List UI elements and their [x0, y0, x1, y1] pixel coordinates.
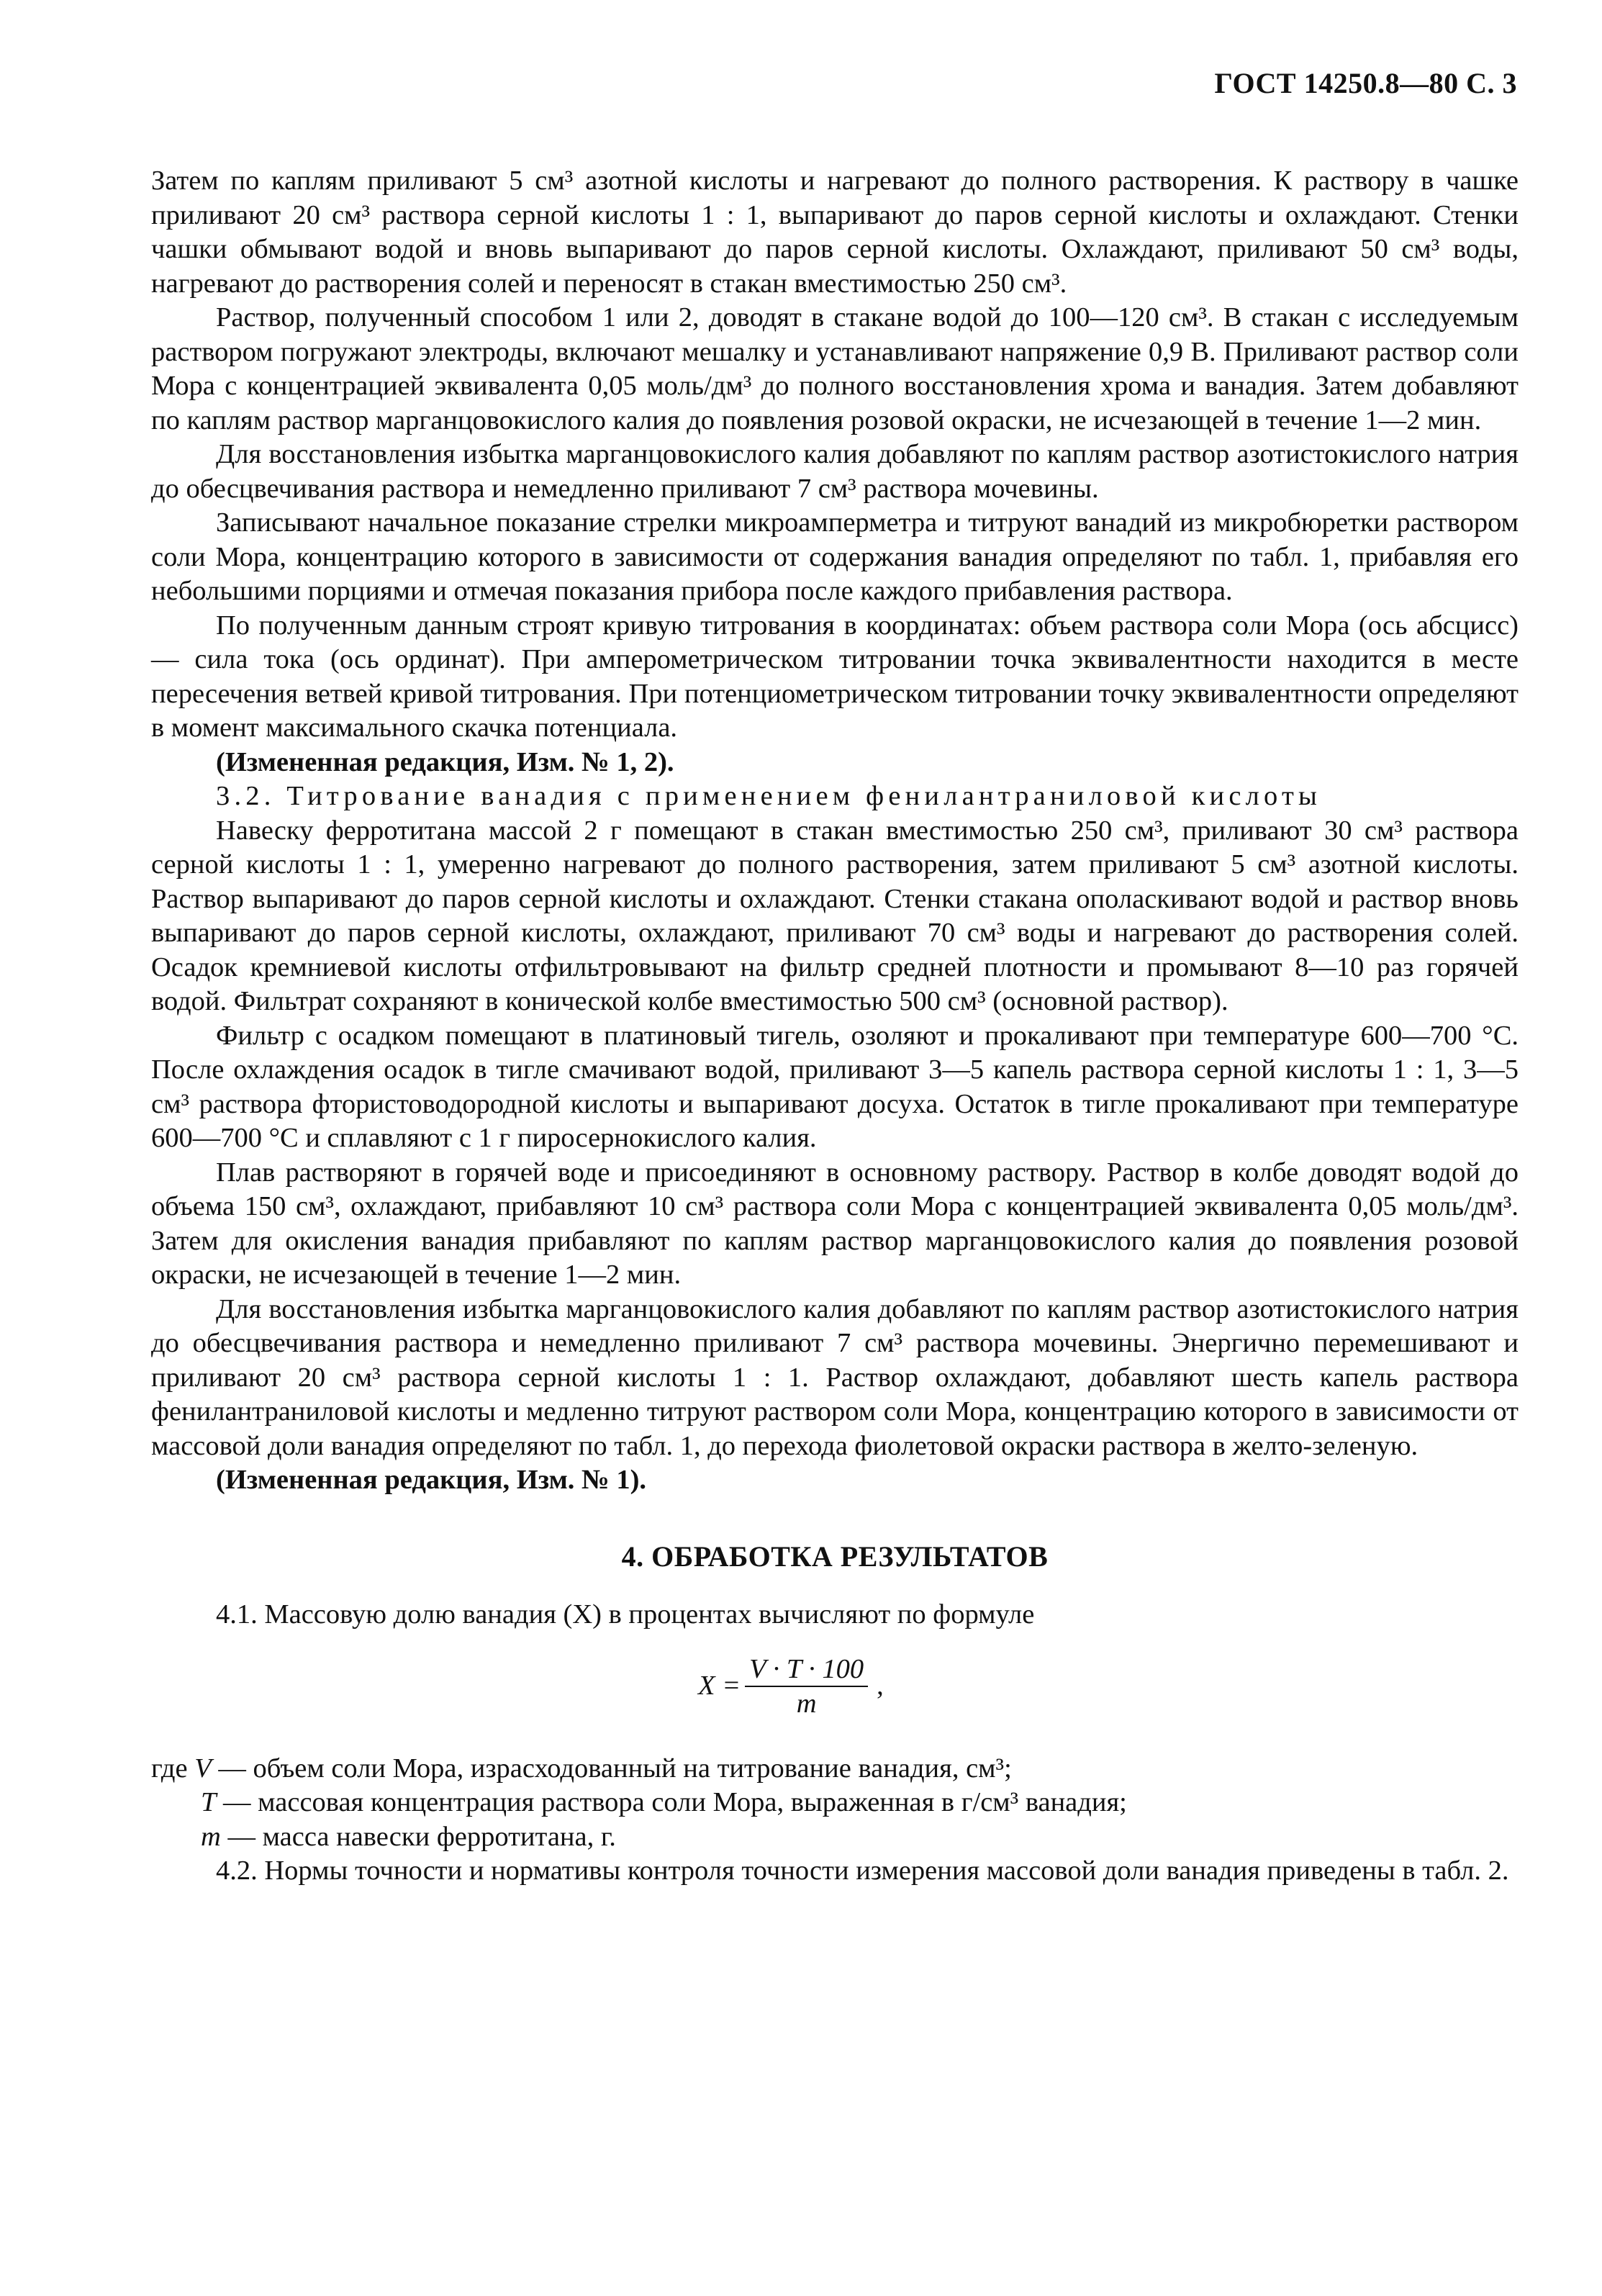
definition-term: m [201, 1821, 221, 1852]
subsection-heading: 3.2. Титрование ванадия с применением фенилантраниловой кислоты [216, 781, 1322, 811]
definition-item [151, 1752, 1519, 1786]
paragraph: Раствор, полученный способом 1 или 2, доводят в стакане водой до 100—120 см³. В стакан с исследуемым раствором погружают электроды, включают мешалку и устанавливают напряжение 0,9 В. Приливают раствор соли Мора с концентрацией эквивалента 0,05 моль/дм³ до полного восстановления хрома и ванадия. Затем добавляют по каплям раствор марганцовокислого калия до появления розовой окраски, не исчезающей в течение 1—2 мин. [151, 302, 1519, 435]
paragraph: Навеску ферротитана массой 2 г помещают в стакан вместимостью 250 см³, приливают 30 см³ раствора серной кислоты 1 : 1, умеренно нагревают до полного растворения, затем приливают 5 см³ азотной кислоты. Раствор выпаривают до паров серной кислоты и охлаждают. Стенки стакана ополаскивают водой и раствор вновь выпаривают до паров серной кислоты, охлаждают, приливают 70 см³ воды и нагревают до растворения солей. Осадок кремниевой кислоты отфильтровывают на фильтр средней плотности и промывают 8—10 раз горячей водой. Фильтрат сохраняют в конической колбе вместимостью 500 см³ (основной раствор). [151, 815, 1519, 1016]
formula-numerator: V · T · 100 [745, 1653, 868, 1687]
paragraph: Для восстановления избытка марганцовокислого калия добавляют по каплям раствор азотистокислого натрия до обесцвечивания раствора и немедленно приливают 7 см³ раствора мочевины. Энергично перемешивают и приливают 20 см³ раствора серной кислоты 1 : 1. Раствор охлаждают, добавляют шесть капель раствора фенилантраниловой кислоты и медленно титруют раствором соли Мора, концентрацию которого в зависимости от массовой доли ванадия определяют по табл. 1, до перехода фиолетовой окраски раствора в желто-зеленую. [151, 1293, 1519, 1461]
edition-note: (Измененная редакция, Изм. № 1). [216, 1465, 647, 1495]
body-text [151, 164, 1519, 1889]
definition-text: — массовая концентрация раствора соли Мора, выраженная в г/см³ ванадия; [216, 1787, 1127, 1817]
formula-lhs: X = [698, 1670, 741, 1701]
definition-term: T [201, 1787, 217, 1817]
definition-text: — масса навески ферротитана, г. [220, 1821, 616, 1852]
formula-denominator: m [796, 1688, 817, 1719]
definitions-list [151, 1752, 1519, 1855]
definition-item [151, 1820, 1519, 1855]
paragraph: 4.1. Массовую долю ванадия (X) в процентах вычисляют по формуле [216, 1599, 1035, 1630]
page-header: ГОСТ 14250.8—80 С. 3 [1214, 67, 1517, 99]
paragraph: По полученным данным строят кривую титрования в координатах: объем раствора соли Мора (ось абсцисс) — сила тока (ось ординат). При амперометрическом титровании точка эквивалентности находится в месте пересечения ветвей кривой титрования. При потенциометрическом титровании точку эквивалентности определяют в момент максимального скачка потенциала. [151, 610, 1519, 743]
paragraph: Затем по каплям приливают 5 см³ азотной кислоты и нагревают до полного растворения. К раствору в чашке приливают 20 см³ раствора серной кислоты 1 : 1, выпаривают до паров серной кислоты и охлаждают. Стенки чашки обмывают водой и вновь выпаривают до паров серной кислоты. Охлаждают, приливают 50 см³ воды, нагревают до растворения солей и переносят в стакан вместимостью 250 см³. [151, 166, 1519, 299]
definition-text: — объем соли Мора, израсходованный на титрование ванадия, см³; [211, 1753, 1012, 1784]
paragraph: Записывают начальное показание стрелки микроамперметра и титруют ванадий из микробюретки раствором соли Мора, концентрацию которого в зависимости от содержания ванадия определяют по табл. 1, прибавляя его небольшими порциями и отмечая показания прибора после каждого прибавления раствора. [151, 507, 1519, 606]
formula [698, 1653, 884, 1720]
paragraph: Для восстановления избытка марганцовокислого калия добавляют по каплям раствор азотистокислого натрия до обесцвечивания раствора и немедленно приливают 7 см³ раствора мочевины. [151, 439, 1519, 504]
definition-item [151, 1786, 1519, 1820]
formula-block [151, 1637, 1519, 1752]
paragraph: Плав растворяют в горячей воде и присоединяют в основному раствору. Раствор в колбе доводят водой до объема 150 см³, охлаждают, прибавляют 10 см³ раствора соли Мора с концентрацией эквивалента 0,05 моль/дм³. Затем для окисления ванадия прибавляют по каплям раствор марганцовокислого калия до появления розовой окраски, не исчезающей в течение 1—2 мин. [151, 1157, 1519, 1290]
section-title: 4. ОБРАБОТКА РЕЗУЛЬТАТОВ [621, 1540, 1049, 1573]
definition-term: V [194, 1753, 212, 1784]
paragraph: 4.2. Нормы точности и нормативы контроля точности измерения массовой доли ванадия приведены в табл. 2. [216, 1856, 1509, 1886]
formula-trailing: , [877, 1670, 884, 1701]
paragraph: Фильтр с осадком помещают в платиновый тигель, озоляют и прокаливают при температуре 600—700 °С. После охлаждения осадок в тигле смачивают водой, приливают 3—5 капель раствора серной кислоты 1 : 1, 3—5 см³ раствора фтористоводородной кислоты и выпаривают досуха. Остаток в тигле прокаливают при температуре 600—700 °С и сплавляют с 1 г пиросернокислого калия. [151, 1020, 1519, 1153]
definition-prefix: где [151, 1753, 195, 1784]
edition-note: (Измененная редакция, Изм. № 1, 2). [216, 746, 674, 777]
formula-fraction [745, 1653, 868, 1720]
